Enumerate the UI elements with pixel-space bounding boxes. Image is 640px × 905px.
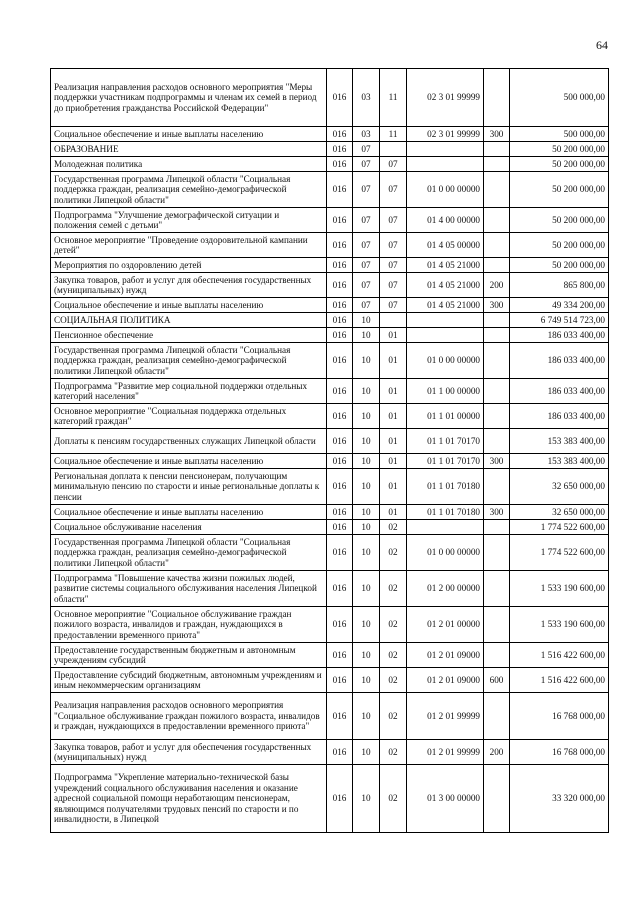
row-rz-cell: 10 [353,668,380,693]
row-vr-cell [484,172,510,208]
row-vr-cell: 300 [484,454,510,469]
row-csr-cell: 01 2 01 99999 [407,693,484,740]
row-sum-cell: 6 749 514 723,00 [510,313,609,328]
row-rz-cell: 10 [353,693,380,740]
row-pr-cell: 11 [380,127,407,142]
row-ved-cell: 016 [327,298,353,313]
row-name-cell: Реализация направления расходов основного мероприятия "Меры поддержки участникам подпрограммы и членам их семей в период до приобретения гражданства Российской Федерации" [51,69,327,127]
table-row [51,535,609,571]
row-pr-cell: 02 [380,643,407,668]
row-sum-cell: 1 774 522 600,00 [510,520,609,535]
row-name-cell: Основное мероприятие "Проведение оздоровительной кампании детей" [51,233,327,258]
row-ved-cell: 016 [327,157,353,172]
row-vr-cell [484,343,510,379]
row-pr-cell: 01 [380,404,407,429]
row-vr-cell [484,313,510,328]
row-vr-cell [484,607,510,643]
row-sum-cell: 50 200 000,00 [510,142,609,157]
row-csr-cell: 01 2 01 99999 [407,740,484,765]
row-name-cell: СОЦИАЛЬНАЯ ПОЛИТИКА [51,313,327,328]
row-rz-cell: 10 [353,328,380,343]
row-rz-cell: 10 [353,571,380,607]
table-row [51,429,609,454]
row-csr-cell: 01 4 05 21000 [407,298,484,313]
row-ved-cell: 016 [327,379,353,404]
row-sum-cell: 153 383 400,00 [510,454,609,469]
row-vr-cell: 300 [484,298,510,313]
row-rz-cell: 10 [353,535,380,571]
row-name-cell: Социальное обеспечение и иные выплаты населению [51,127,327,142]
row-name-cell: Закупка товаров, работ и услуг для обеспечения государственных (муниципальных) нужд [51,273,327,298]
row-pr-cell: 01 [380,454,407,469]
row-csr-cell: 01 1 01 70170 [407,429,484,454]
row-rz-cell: 07 [353,273,380,298]
row-rz-cell: 07 [353,172,380,208]
row-csr-cell: 01 4 05 00000 [407,233,484,258]
row-rz-cell: 10 [353,454,380,469]
row-ved-cell: 016 [327,233,353,258]
row-csr-cell: 01 0 00 00000 [407,172,484,208]
row-vr-cell [484,233,510,258]
row-rz-cell: 07 [353,208,380,233]
row-name-cell: Социальное обеспечение и иные выплаты населению [51,298,327,313]
row-ved-cell: 016 [327,693,353,740]
row-ved-cell: 016 [327,454,353,469]
row-sum-cell: 186 033 400,00 [510,328,609,343]
row-csr-cell: 01 0 00 00000 [407,343,484,379]
row-rz-cell: 07 [353,157,380,172]
row-ved-cell: 016 [327,172,353,208]
row-vr-cell: 200 [484,740,510,765]
row-pr-cell: 02 [380,571,407,607]
row-sum-cell: 186 033 400,00 [510,343,609,379]
table-row [51,505,609,520]
row-sum-cell: 50 200 000,00 [510,233,609,258]
row-name-cell: Предоставление субсидий бюджетным, автономным учреждениям и иным некоммерческим организациям [51,668,327,693]
table-row [51,142,609,157]
row-name-cell: Социальное обеспечение и иные выплаты населению [51,454,327,469]
row-pr-cell: 02 [380,520,407,535]
row-ved-cell: 016 [327,404,353,429]
table-row [51,607,609,643]
row-vr-cell: 600 [484,668,510,693]
row-sum-cell: 500 000,00 [510,69,609,127]
row-vr-cell: 300 [484,505,510,520]
table-row [51,208,609,233]
row-rz-cell: 10 [353,765,380,833]
table-row [51,157,609,172]
table-row [51,765,609,833]
row-csr-cell [407,520,484,535]
row-ved-cell: 016 [327,643,353,668]
row-name-cell: Основное мероприятие "Социальное обслуживание граждан пожилого возраста, инвалидов и граждан, нуждающихся в предоставлении временного приюта" [51,607,327,643]
row-rz-cell: 07 [353,233,380,258]
table-row [51,233,609,258]
row-rz-cell: 10 [353,343,380,379]
row-pr-cell: 07 [380,258,407,273]
row-vr-cell [484,142,510,157]
row-pr-cell: 01 [380,469,407,505]
row-csr-cell: 01 3 00 00000 [407,765,484,833]
row-rz-cell: 10 [353,740,380,765]
table-row [51,379,609,404]
row-ved-cell: 016 [327,69,353,127]
row-sum-cell: 1 533 190 600,00 [510,607,609,643]
row-sum-cell: 50 200 000,00 [510,157,609,172]
table-row [51,172,609,208]
row-vr-cell [484,328,510,343]
row-ved-cell: 016 [327,127,353,142]
row-rz-cell: 10 [353,429,380,454]
row-rz-cell: 07 [353,298,380,313]
row-rz-cell: 07 [353,142,380,157]
row-csr-cell: 01 1 01 70180 [407,505,484,520]
row-rz-cell: 10 [353,520,380,535]
row-vr-cell [484,469,510,505]
table-row [51,740,609,765]
table-row [51,454,609,469]
row-vr-cell [484,643,510,668]
row-csr-cell: 01 4 00 00000 [407,208,484,233]
table-row [51,258,609,273]
row-pr-cell: 02 [380,693,407,740]
row-sum-cell: 1 533 190 600,00 [510,571,609,607]
row-name-cell: Подпрограмма "Улучшение демографической ситуации и положения семей с детьми" [51,208,327,233]
row-ved-cell: 016 [327,313,353,328]
row-csr-cell [407,328,484,343]
row-ved-cell: 016 [327,429,353,454]
table-row [51,643,609,668]
row-ved-cell: 016 [327,469,353,505]
row-vr-cell [484,765,510,833]
row-csr-cell: 01 4 05 21000 [407,258,484,273]
table-row [51,520,609,535]
row-sum-cell: 50 200 000,00 [510,172,609,208]
row-name-cell: Государственная программа Липецкой области "Социальная поддержка граждан, реализация семейно-демографической политики Липецкой области" [51,535,327,571]
row-pr-cell: 02 [380,668,407,693]
table-body [51,69,609,833]
row-sum-cell: 500 000,00 [510,127,609,142]
row-vr-cell [484,571,510,607]
table-row [51,693,609,740]
table-row [51,571,609,607]
row-vr-cell: 300 [484,127,510,142]
row-vr-cell [484,520,510,535]
page-number: 64 [596,38,608,52]
table-row [51,69,609,127]
row-ved-cell: 016 [327,208,353,233]
row-csr-cell: 01 2 01 09000 [407,668,484,693]
table-row [51,328,609,343]
row-vr-cell [484,258,510,273]
row-sum-cell: 1 516 422 600,00 [510,668,609,693]
row-sum-cell: 1 774 522 600,00 [510,535,609,571]
row-ved-cell: 016 [327,535,353,571]
table-row [51,127,609,142]
row-sum-cell: 153 383 400,00 [510,429,609,454]
row-name-cell: Социальное обслуживание населения [51,520,327,535]
row-pr-cell: 11 [380,69,407,127]
row-csr-cell: 01 1 01 70170 [407,454,484,469]
row-ved-cell: 016 [327,740,353,765]
row-name-cell: ОБРАЗОВАНИЕ [51,142,327,157]
row-rz-cell: 10 [353,379,380,404]
row-ved-cell: 016 [327,328,353,343]
table-row [51,313,609,328]
row-name-cell: Закупка товаров, работ и услуг для обеспечения государственных (муниципальных) нужд [51,740,327,765]
row-vr-cell [484,429,510,454]
row-csr-cell: 01 4 05 21000 [407,273,484,298]
row-name-cell: Региональная доплата к пенсии пенсионерам, получающим минимальную пенсию по старости и иные региональные доплаты к пенсии [51,469,327,505]
row-pr-cell: 01 [380,429,407,454]
row-pr-cell: 01 [380,505,407,520]
row-ved-cell: 016 [327,343,353,379]
row-csr-cell: 02 3 01 99999 [407,127,484,142]
row-name-cell: Пенсионное обеспечение [51,328,327,343]
row-vr-cell [484,404,510,429]
row-ved-cell: 016 [327,571,353,607]
row-name-cell: Мероприятия по оздоровлению детей [51,258,327,273]
row-csr-cell [407,157,484,172]
row-vr-cell [484,535,510,571]
row-csr-cell: 01 0 00 00000 [407,535,484,571]
row-name-cell: Подпрограмма "Повышение качества жизни пожилых людей, развитие системы социального обслуживания населения Липецкой области" [51,571,327,607]
row-pr-cell: 07 [380,172,407,208]
row-pr-cell: 01 [380,343,407,379]
row-sum-cell: 186 033 400,00 [510,404,609,429]
row-sum-cell: 50 200 000,00 [510,258,609,273]
row-sum-cell: 1 516 422 600,00 [510,643,609,668]
table-row [51,469,609,505]
row-vr-cell [484,157,510,172]
row-pr-cell: 07 [380,157,407,172]
row-pr-cell: 02 [380,607,407,643]
row-sum-cell: 50 200 000,00 [510,208,609,233]
row-csr-cell: 01 1 01 70180 [407,469,484,505]
row-name-cell: Подпрограмма "Укрепление материально-технической базы учреждений социального обслуживания населения и оказание адресной социальной помощи неработающим пенсионерам, являющимся получателями трудовых пенсий по старости и по инвалидности, в Липецкой [51,765,327,833]
row-rz-cell: 10 [353,469,380,505]
row-rz-cell: 10 [353,607,380,643]
row-name-cell: Государственная программа Липецкой области "Социальная поддержка граждан, реализация семейно-демографической политики Липецкой области" [51,343,327,379]
row-pr-cell: 07 [380,208,407,233]
row-csr-cell: 01 2 01 09000 [407,643,484,668]
row-pr-cell [380,313,407,328]
row-name-cell: Предоставление государственным бюджетным и автономным учреждениям субсидий [51,643,327,668]
row-rz-cell: 10 [353,505,380,520]
row-pr-cell: 01 [380,379,407,404]
row-sum-cell: 33 320 000,00 [510,765,609,833]
row-name-cell: Основное мероприятие "Социальная поддержка отдельных категорий граждан" [51,404,327,429]
row-csr-cell: 01 1 00 00000 [407,379,484,404]
row-pr-cell: 07 [380,298,407,313]
row-rz-cell: 07 [353,258,380,273]
row-name-cell: Государственная программа Липецкой области "Социальная поддержка граждан, реализация семейно-демографической политики Липецкой области" [51,172,327,208]
table-row [51,404,609,429]
row-sum-cell: 16 768 000,00 [510,693,609,740]
row-ved-cell: 016 [327,765,353,833]
row-rz-cell: 10 [353,643,380,668]
row-rz-cell: 10 [353,313,380,328]
row-pr-cell: 07 [380,273,407,298]
row-sum-cell: 32 650 000,00 [510,469,609,505]
row-ved-cell: 016 [327,607,353,643]
row-vr-cell [484,379,510,404]
row-csr-cell [407,142,484,157]
table-row [51,343,609,379]
row-csr-cell: 01 1 01 00000 [407,404,484,429]
row-pr-cell [380,142,407,157]
row-ved-cell: 016 [327,668,353,693]
row-ved-cell: 016 [327,258,353,273]
row-vr-cell [484,208,510,233]
row-pr-cell: 01 [380,328,407,343]
row-vr-cell [484,69,510,127]
row-csr-cell: 01 2 01 00000 [407,607,484,643]
row-ved-cell: 016 [327,142,353,157]
row-pr-cell: 07 [380,233,407,258]
row-name-cell: Социальное обеспечение и иные выплаты населению [51,505,327,520]
row-sum-cell: 865 800,00 [510,273,609,298]
row-pr-cell: 02 [380,765,407,833]
row-csr-cell: 01 2 00 00000 [407,571,484,607]
table-row [51,668,609,693]
row-rz-cell: 10 [353,404,380,429]
row-name-cell: Реализация направления расходов основного мероприятия "Социальное обслуживание граждан пожилого возраста, инвалидов и граждан, нуждающихся в предоставлении временного приюта" [51,693,327,740]
row-sum-cell: 32 650 000,00 [510,505,609,520]
row-name-cell: Молодежная политика [51,157,327,172]
row-pr-cell: 02 [380,740,407,765]
row-vr-cell [484,693,510,740]
row-name-cell: Доплаты к пенсиям государственных служащих Липецкой области [51,429,327,454]
row-ved-cell: 016 [327,520,353,535]
row-ved-cell: 016 [327,273,353,298]
table-row [51,273,609,298]
row-name-cell: Подпрограмма "Развитие мер социальной поддержки отдельных категорий населения" [51,379,327,404]
row-rz-cell: 03 [353,127,380,142]
row-sum-cell: 16 768 000,00 [510,740,609,765]
row-csr-cell [407,313,484,328]
row-ved-cell: 016 [327,505,353,520]
row-vr-cell: 200 [484,273,510,298]
budget-table [50,68,609,833]
row-pr-cell: 02 [380,535,407,571]
table-row [51,298,609,313]
row-rz-cell: 03 [353,69,380,127]
row-csr-cell: 02 3 01 99999 [407,69,484,127]
row-sum-cell: 186 033 400,00 [510,379,609,404]
row-sum-cell: 49 334 200,00 [510,298,609,313]
